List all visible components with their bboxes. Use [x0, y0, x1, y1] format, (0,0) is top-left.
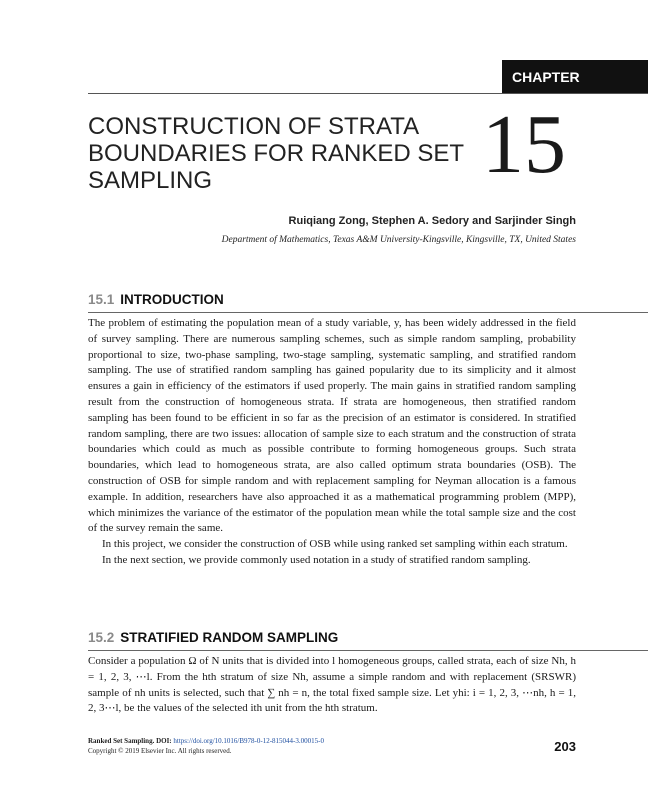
affiliation: Department of Mathematics, Texas A&M University-Kingsville, Kingsville, TX, United States [221, 235, 576, 245]
page-number: 203 [554, 739, 576, 754]
section-rule [88, 312, 648, 313]
chapter-title: CONSTRUCTION OF STRATA BOUNDARIES FOR RANKED SET SAMPLING [88, 113, 464, 194]
copyright: Copyright © 2019 Elsevier Inc. All rights reserved. [88, 747, 232, 755]
doi-link[interactable]: https://doi.org/10.1016/B978-0-12-815044-3.00015-0 [173, 737, 324, 745]
doi-label: DOI: [156, 737, 172, 745]
section-number: 15.2 [88, 630, 115, 645]
footer-citation [88, 736, 324, 756]
top-rule [88, 93, 648, 94]
paragraph: In this project, we consider the construction of OSB while using ranked set sampling within each stratum. [102, 538, 568, 551]
section-heading-stratified-random-sampling [88, 630, 338, 645]
chapter-label-tab: CHAPTER [502, 60, 648, 94]
paragraph: Consider a population Ω of N units that is divided into l homogeneous groups, called strata, each of size Nh, h = 1, 2, 3, ⋯l. From the hth stratum of size Nh, assume a simple random and with replacement (SRSWR) sample of nh units is selected, such that ∑ nh = n, the total fixed sample size. Let yhi: i = 1, 2, 3, ⋯nh, h = 1, 2, 3⋯l, be the values of the selected ith unit from the hth stratum. [88, 655, 576, 715]
introduction-body [88, 316, 576, 569]
section-title: INTRODUCTION [120, 292, 224, 307]
section-rule [88, 650, 648, 651]
authors: Ruiqiang Zong, Stephen A. Sedory and Sarjinder Singh [288, 215, 576, 227]
stratified-sampling-body [88, 654, 576, 717]
section-number: 15.1 [88, 292, 115, 307]
chapter-number: 15 [482, 98, 566, 191]
section-heading-introduction [88, 292, 224, 307]
paragraph: In the next section, we provide commonly used notation in a study of stratified random sampling. [102, 553, 531, 566]
section-title: STRATIFIED RANDOM SAMPLING [120, 630, 339, 645]
book-label: Ranked Set Sampling. [88, 737, 155, 745]
paragraph: The problem of estimating the population mean of a study variable, y, has been widely addressed in the field of survey sampling. There are numerous sampling schemes, such as simple random sampling, probability proportional to size, two-phase sampling, two-stage sampling, systematic sampling, and stratified random sampling. The use of stratified random sampling has gained popularity due to its simplicity and it almost ensures a gain in efficiency of the estimators if used properly. The main gains in stratified random sampling result from the construction of homogeneous strata. If strata are homogeneous, then stratified random sampling has been found to be efficient in so far as the precision of an estimator is considered. In stratified random sampling, there are two issues: allocation of sample size to each stratum and the construction of strata boundaries which could as much as possible contribute to forming homogeneous groups. Such strata boundaries, which lead to homogeneous strata, are also called optimum strata boundaries (OSB). The construction of OSB for simple random and with replacement sampling for Neyman allocation is a famous example. In addition, researchers have also approached it as a mathematical programming problem (MPP), which minimizes the variance of the estimator of the population mean while the total sample size and the cost of the survey remain the same. [88, 317, 576, 535]
